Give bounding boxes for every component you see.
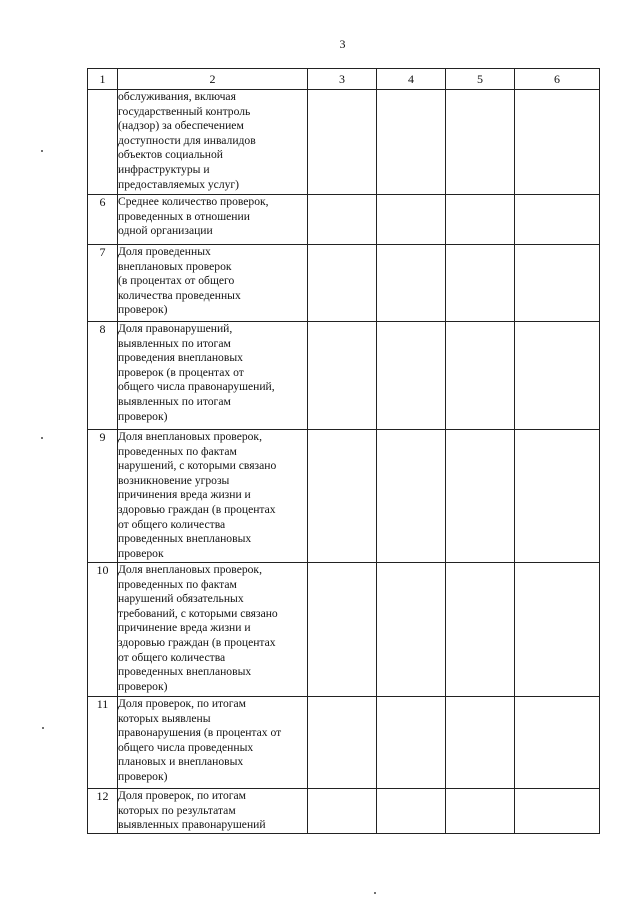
value-cell (446, 90, 515, 195)
value-cell (446, 245, 515, 322)
value-cell (515, 195, 600, 245)
value-cell (446, 195, 515, 245)
indicator-description: Доля проведенных внеплановых проверок (в процентах от общего количества проведенных проверок) (118, 245, 308, 322)
indicator-description: Доля проверок, по итогам которых выявлены правонарушения (в процентах от общего числа проведенных плановых и внеплановых проверок) (118, 697, 308, 789)
value-cell (308, 245, 377, 322)
indicator-description: Доля проверок, по итогам которых по результатам выявленных правонарушений (118, 789, 308, 834)
table-row (88, 430, 600, 563)
table-row (88, 322, 600, 430)
row-number: 11 (88, 697, 118, 789)
value-cell (308, 430, 377, 563)
value-cell (377, 789, 446, 834)
row-number: 9 (88, 430, 118, 563)
value-cell (515, 697, 600, 789)
row-number: 6 (88, 195, 118, 245)
row-number: 10 (88, 563, 118, 697)
value-cell (377, 195, 446, 245)
value-cell (377, 322, 446, 430)
value-cell (446, 430, 515, 563)
value-cell (515, 90, 600, 195)
value-cell (446, 789, 515, 834)
indicator-description: Среднее количество проверок, проведенных в отношении одной организации (118, 195, 308, 245)
table-row (88, 789, 600, 834)
row-number: 8 (88, 322, 118, 430)
table-row (88, 563, 600, 697)
scan-speck (41, 150, 43, 152)
value-cell (308, 90, 377, 195)
value-cell (377, 90, 446, 195)
column-header-3: 3 (308, 69, 377, 90)
scan-speck (374, 892, 376, 894)
value-cell (515, 563, 600, 697)
scan-speck (41, 437, 43, 439)
row-number (88, 90, 118, 195)
column-header-6: 6 (515, 69, 600, 90)
table-row (88, 697, 600, 789)
column-header-5: 5 (446, 69, 515, 90)
column-header-1: 1 (88, 69, 118, 90)
value-cell (446, 563, 515, 697)
value-cell (377, 563, 446, 697)
row-number: 12 (88, 789, 118, 834)
value-cell (308, 563, 377, 697)
value-cell (377, 430, 446, 563)
value-cell (308, 697, 377, 789)
indicator-description: обслуживания, включая государственный контроль (надзор) за обеспечением доступности для инвалидов объектов социальной инфраструктуры и предоставляемых услуг) (118, 90, 308, 195)
value-cell (515, 789, 600, 834)
value-cell (377, 245, 446, 322)
column-header-2: 2 (118, 69, 308, 90)
table-row (88, 245, 600, 322)
value-cell (308, 322, 377, 430)
value-cell (446, 697, 515, 789)
scan-speck (42, 727, 44, 729)
indicator-description: Доля внеплановых проверок, проведенных по фактам нарушений обязательных требований, с которыми связано причинение вреда жизни и здоровью граждан (в процентах от общего количества проведенных внеплановых проверок) (118, 563, 308, 697)
indicators-table (87, 68, 600, 834)
value-cell (446, 322, 515, 430)
value-cell (308, 789, 377, 834)
value-cell (515, 322, 600, 430)
value-cell (515, 245, 600, 322)
column-header-4: 4 (377, 69, 446, 90)
indicator-description: Доля правонарушений, выявленных по итогам проведения внеплановых проверок (в процентах от общего числа правонарушений, выявленных по итогам проверок) (118, 322, 308, 430)
table-header-row (88, 69, 600, 90)
value-cell (308, 195, 377, 245)
page-number: 3 (339, 37, 346, 51)
row-number: 7 (88, 245, 118, 322)
value-cell (377, 697, 446, 789)
table-row (88, 195, 600, 245)
indicator-description: Доля внеплановых проверок, проведенных по фактам нарушений, с которыми связано возникновение угрозы причинения вреда жизни и здоровью граждан (в процентах от общего количества проведенных внеплановых проверок (118, 430, 308, 563)
table-row (88, 90, 600, 195)
value-cell (515, 430, 600, 563)
